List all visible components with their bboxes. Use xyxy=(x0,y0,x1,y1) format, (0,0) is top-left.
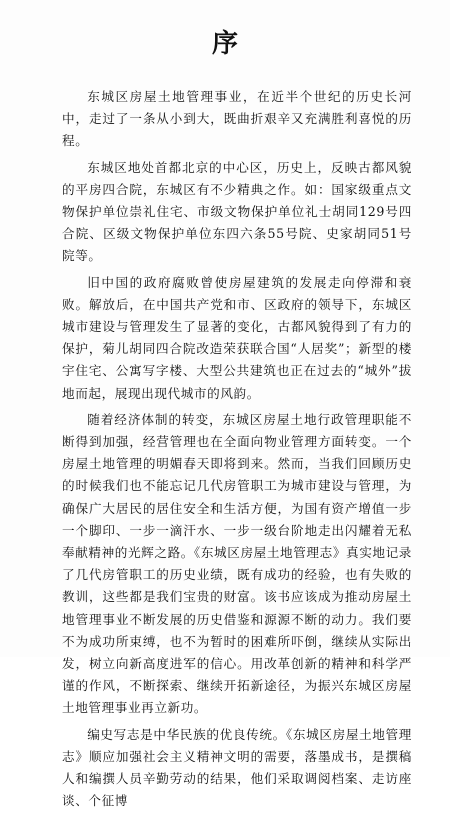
paragraph: 东城区房屋土地管理事业，在近半个世纪的历史长河中，走过了一条从小到大，既曲折艰辛又充满胜利喜悦的历程。 xyxy=(62,89,412,149)
paragraph: 随着经济体制的转变，东城区房屋土地行政管理职能不断得到加强，经营管理也在全面向物业管理方面转变。一个房屋土地管理的明媚春天即将到来。然而，当我们回顾历史的时候我们也不能忘记几代房管职工为城市建设与管理，为确保广大居民的居住安全和生活方便，为国有资产增值一步一个脚印、一步一滴汗水、一步一级台阶地走出闪耀着无私奉献精神的光辉之路。《东城区房屋土地管理志》真实地记录了几代房管职工的历史业绩，既有成功的经验，也有失败的教训，这些都是我们宝贵的财富。该书应该成为推动房屋土地管理事业不断发展的历史借鉴和源源不断的动力。我们要不为成功所束缚，也不为暂时的困难所吓倒，继续从实际出发，树立向新高度进军的信心。用改革创新的精神和科学严谨的作风，不断探索、继续开拓新途径，为振兴东城区房屋土地管理事业再立新功。 xyxy=(62,411,412,716)
preface-body xyxy=(62,86,412,813)
paragraph: 旧中国的政府腐败曾使房屋建筑的发展走向停滞和衰败。解放后，在中国共产党和市、区政府的领导下，东城区城市建设与管理发生了显著的变化，古都风貌得到了有力的保护，菊儿胡同四合院改造荣获联合国“人居奖”；新型的楼宇住宅、公寓写字楼、大型公共建筑也正在过去的“城外”拔地而起，展现出现代城市的风韵。 xyxy=(62,274,412,401)
paragraph: 东城区地处首都北京的中心区，历史上，反映古都风貌的平房四合院，东城区有不少精典之作。如：国家级重点文物保护单位崇礼住宅、市级文物保护单位礼士胡同129号四合院、区级文物保护单位东四六条55号院、史家胡同51号院等。 xyxy=(62,159,412,264)
paragraph: 编史写志是中华民族的优良传统。《东城区房屋土地管理志》顺应加强社会主义精神文明的需要，落墨成书，是撰稿人和编撰人员辛勤劳动的结果，他们采取调阅档案、走访座谈、个征博 xyxy=(62,726,412,809)
page-title: 序 xyxy=(211,29,238,59)
